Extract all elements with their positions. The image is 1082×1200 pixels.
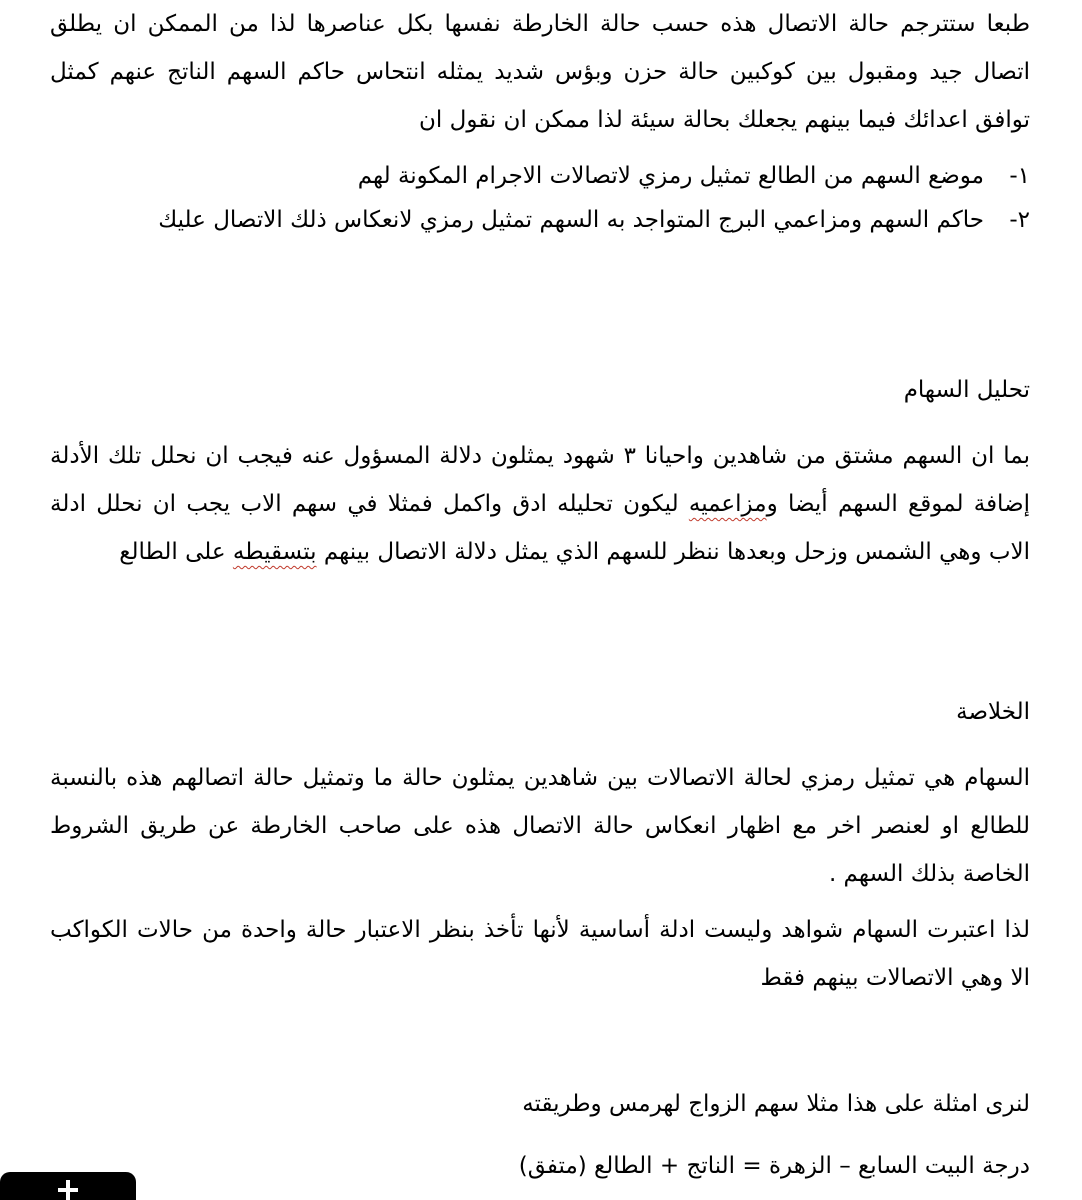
analysis-text-end: على الطالع xyxy=(119,539,233,565)
spellcheck-flagged-word[interactable]: مزاعميه xyxy=(688,491,767,517)
heading-arrows-analysis: تحليل السهام xyxy=(903,377,1030,403)
analysis-paragraph xyxy=(50,432,1030,576)
formula-line: درجة البيت السابع – الزهرة = الناتج + الطالع (متفق) xyxy=(518,1153,1030,1179)
summary-paragraph: السهام هي تمثيل رمزي لحالة الاتصالات بين شاهدين يمثلون حالة ما وتمثيل حالة اتصالهم هذه بالنسبة للطالع او لعنصر اخر مع اظهار انعكاس حالة الاتصال هذه على صاحب الخارطة عن طريق الشروط الخاصة بذلك السهم . xyxy=(50,765,1030,887)
examples-paragraph: لنرى امثلة على هذا مثلا سهم الزواج لهرمس وطريقته xyxy=(522,1091,1030,1117)
list-item-text: موضع السهم من الطالع تمثيل رمزي لاتصالات الاجرام المكونة لهم xyxy=(357,163,984,189)
heading-summary: الخلاصة xyxy=(956,699,1030,725)
analysis-text-start: بما ان السهم مشتق من شاهدين واحيانا ٣ شهود يمثلون دلالة المسؤول عنه فيجب ان نحلل تلك الأدلة إضافة لموقع السهم أيضا و xyxy=(50,443,1030,517)
list-item xyxy=(40,198,1030,242)
plus-icon xyxy=(58,1180,78,1200)
list-item xyxy=(40,154,1030,198)
intro-paragraph: طبعا ستترجم حالة الاتصال هذه حسب حالة الخارطة نفسها بكل عناصرها لذا من الممكن ان يطلق اتصال جيد ومقبول بين كوكبين حالة حزن وبؤس شديد يمثله انتحاس حاكم السهم الناتج عنهم كمثل توافق اعدائك فيما بينهم يجعلك بحالة سيئة لذا ممكن ان نقول ان xyxy=(50,11,1030,133)
analysis-text-middle: ليكون تحليله ادق واكمل فمثلا في سهم الاب يجب ان نحلل ادلة الاب وهي الشمس وزحل وبعدها ننظر للسهم الذي يمثل دلالة الاتصال بينهم xyxy=(50,491,1030,565)
add-button[interactable] xyxy=(0,1172,136,1200)
list-number: ١- xyxy=(1009,163,1030,189)
conclusion-paragraph: لذا اعتبرت السهام شواهد وليست ادلة أساسية لأنها تأخذ بنظر الاعتبار حالة واحدة من حالات الكواكب الا وهي الاتصالات بينهم فقط xyxy=(50,917,1030,991)
spellcheck-flagged-word[interactable]: بتسقيطه xyxy=(232,539,317,565)
list-item-text: حاكم السهم ومزاعمي البرج المتواجد به السهم تمثيل رمزي لانعكاس ذلك الاتصال عليك xyxy=(158,207,984,233)
numbered-list xyxy=(40,154,1030,242)
list-number: ٢- xyxy=(1009,207,1030,233)
